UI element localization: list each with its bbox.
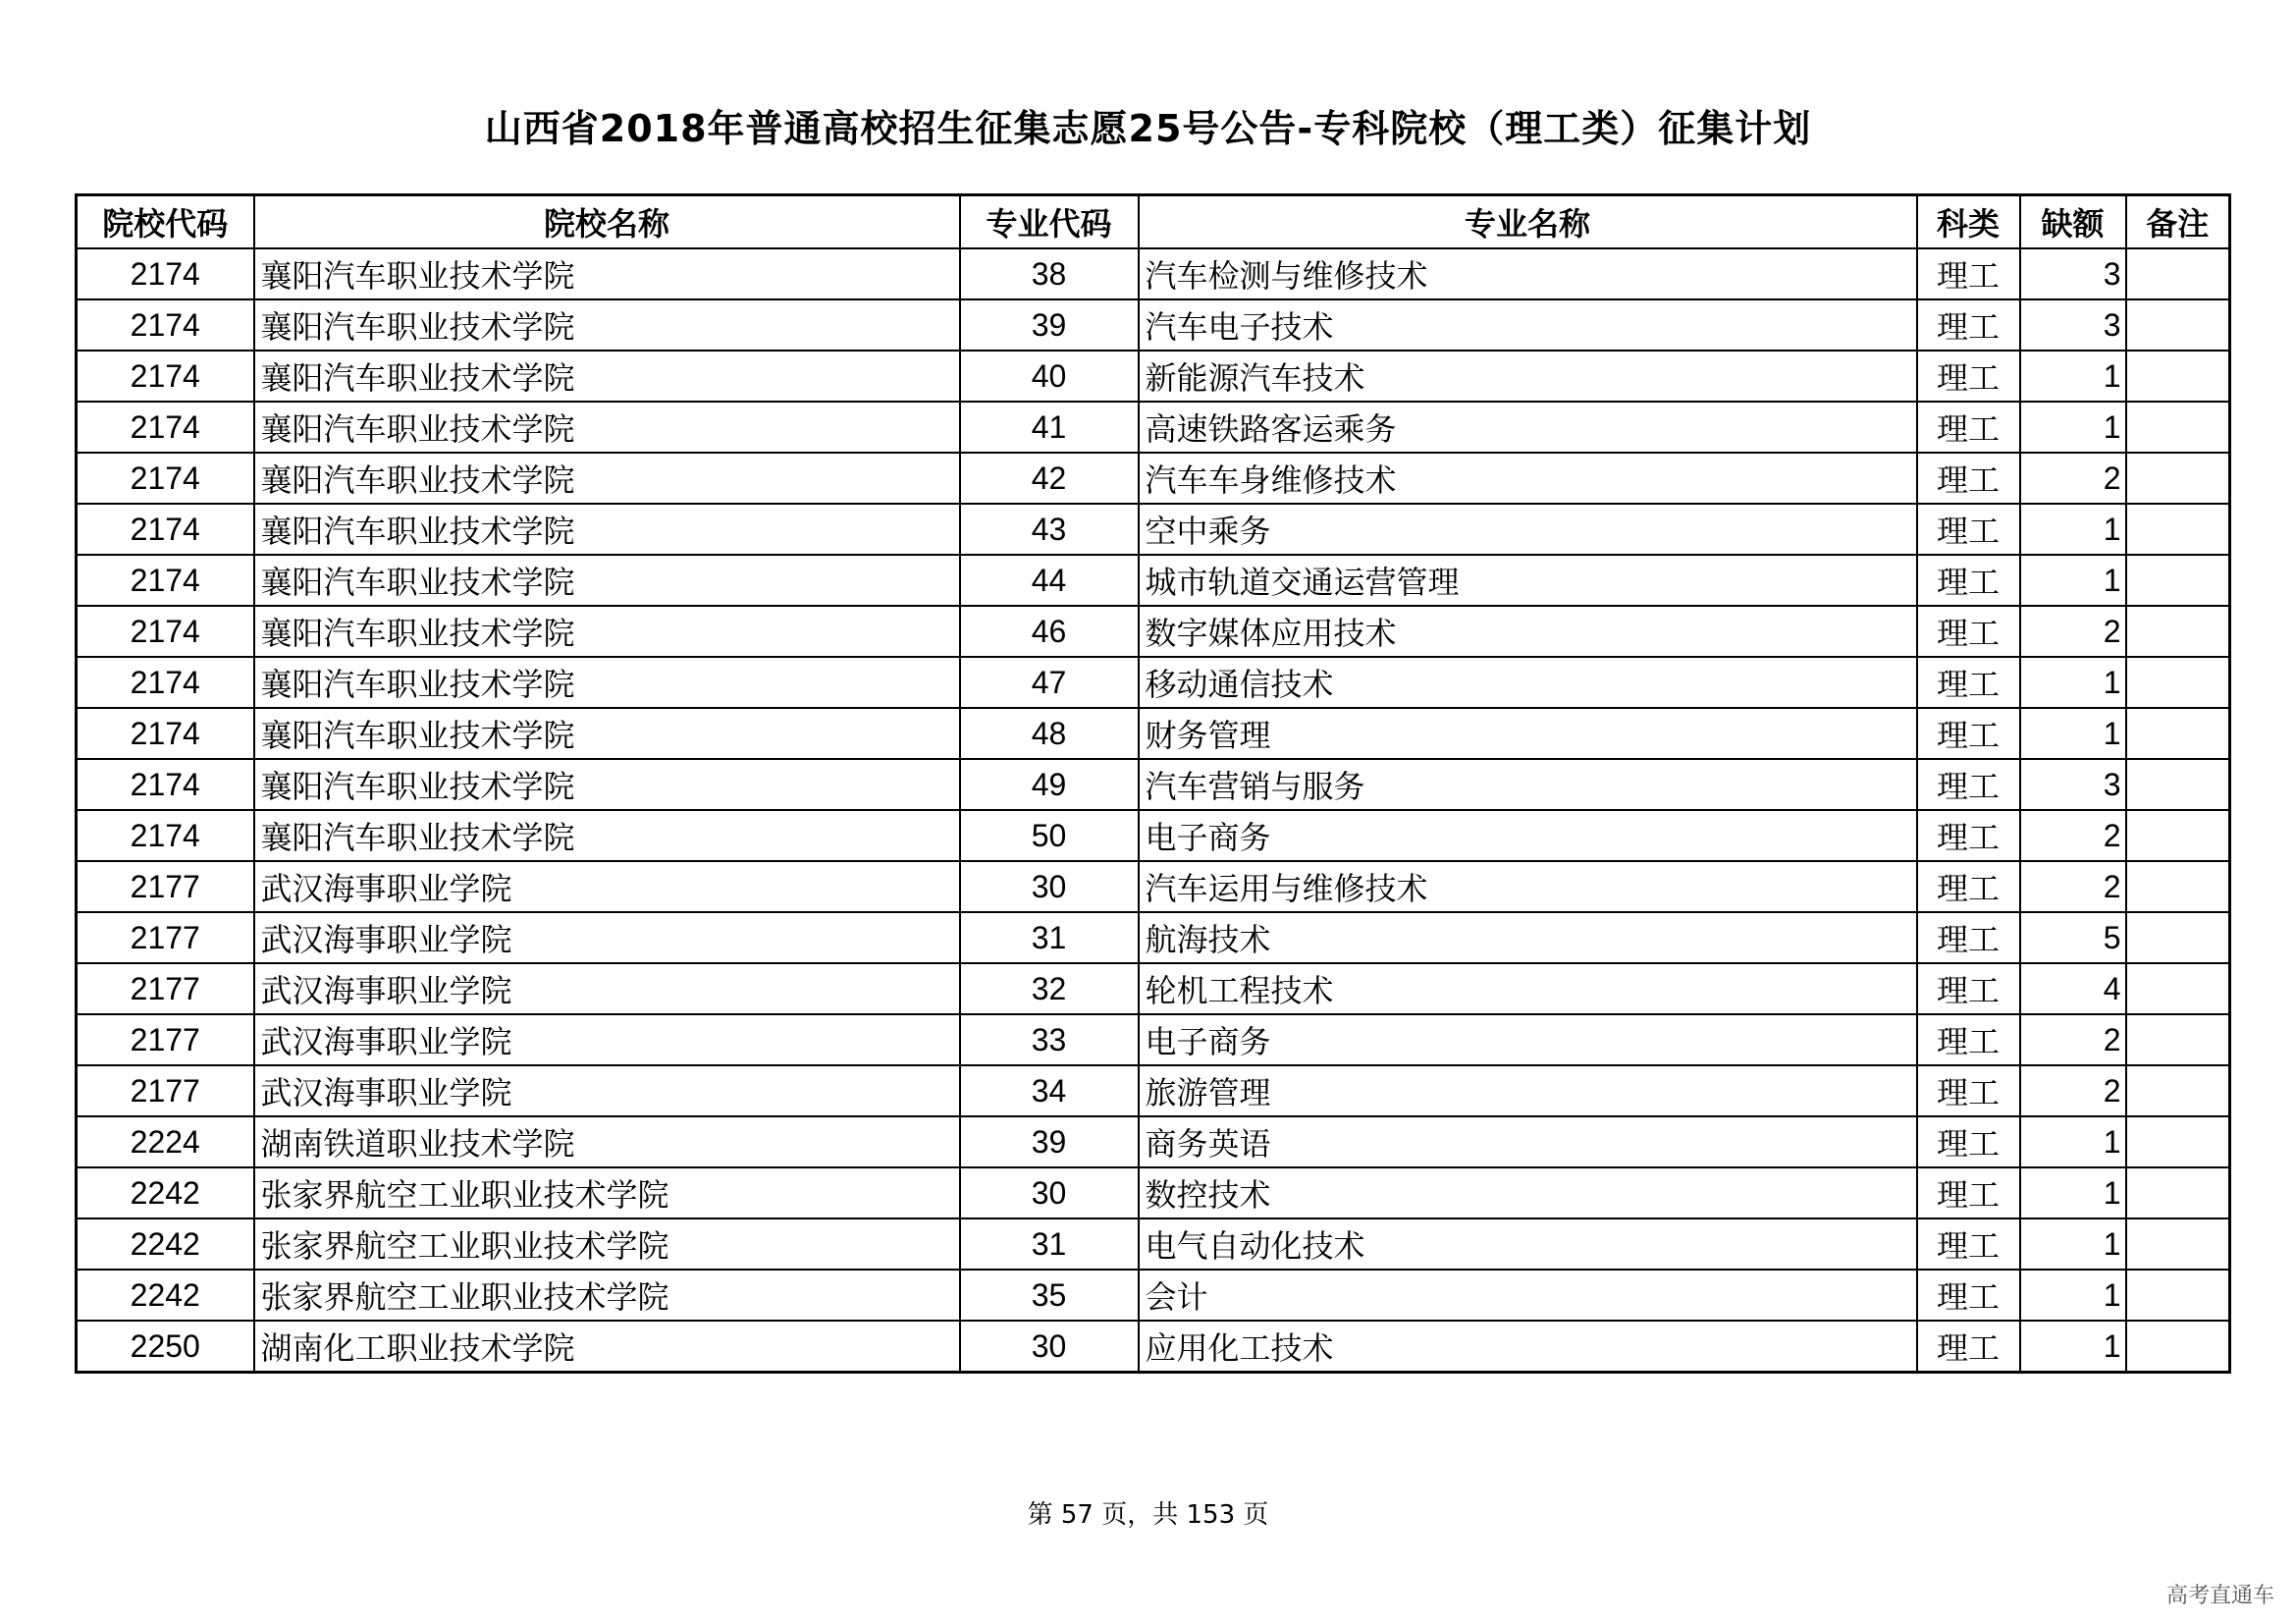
major-name-cell: 电子商务	[1139, 1014, 1917, 1065]
table-row	[77, 351, 2230, 402]
category-cell: 理工	[1917, 555, 2020, 606]
major-code-cell: 30	[960, 861, 1139, 912]
page-footer: 第 57 页，共 153 页	[1027, 1500, 1269, 1530]
major-name-cell: 数字媒体应用技术	[1139, 606, 1917, 657]
school-name-cell: 襄阳汽车职业技术学院	[254, 402, 960, 453]
major-code-cell: 44	[960, 555, 1139, 606]
school-code-cell: 2174	[77, 504, 254, 555]
major-code-cell: 30	[960, 1167, 1139, 1218]
school-name-cell: 武汉海事职业学院	[254, 1065, 960, 1116]
major-code-cell: 48	[960, 708, 1139, 759]
header-major-code: 专业代码	[960, 195, 1139, 249]
category-cell: 理工	[1917, 1014, 2020, 1065]
school-code-cell: 2174	[77, 759, 254, 810]
major-name-cell: 汽车运用与维修技术	[1139, 861, 1917, 912]
school-code-cell: 2177	[77, 1014, 254, 1065]
quota-cell: 1	[2020, 708, 2126, 759]
header-major-name: 专业名称	[1139, 195, 1917, 249]
major-name-cell: 城市轨道交通运营管理	[1139, 555, 1917, 606]
category-cell: 理工	[1917, 1167, 2020, 1218]
school-code-cell: 2250	[77, 1321, 254, 1373]
major-name-cell: 高速铁路客运乘务	[1139, 402, 1917, 453]
major-name-cell: 电子商务	[1139, 810, 1917, 861]
header-note: 备注	[2126, 195, 2230, 249]
school-code-cell: 2174	[77, 351, 254, 402]
school-code-cell: 2177	[77, 861, 254, 912]
note-cell	[2126, 1321, 2230, 1373]
school-name-cell: 张家界航空工业职业技术学院	[254, 1270, 960, 1321]
quota-cell: 2	[2020, 1065, 2126, 1116]
note-cell	[2126, 1116, 2230, 1167]
table-row	[77, 963, 2230, 1014]
note-cell	[2126, 248, 2230, 299]
category-cell: 理工	[1917, 1270, 2020, 1321]
major-name-cell: 汽车营销与服务	[1139, 759, 1917, 810]
school-code-cell: 2174	[77, 299, 254, 351]
school-name-cell: 襄阳汽车职业技术学院	[254, 351, 960, 402]
school-code-cell: 2224	[77, 1116, 254, 1167]
major-code-cell: 50	[960, 810, 1139, 861]
school-code-cell: 2174	[77, 248, 254, 299]
major-name-cell: 财务管理	[1139, 708, 1917, 759]
major-code-cell: 31	[960, 912, 1139, 963]
major-code-cell: 30	[960, 1321, 1139, 1373]
major-name-cell: 轮机工程技术	[1139, 963, 1917, 1014]
header-category: 科类	[1917, 195, 2020, 249]
school-code-cell: 2177	[77, 1065, 254, 1116]
note-cell	[2126, 657, 2230, 708]
note-cell	[2126, 504, 2230, 555]
school-code-cell: 2177	[77, 963, 254, 1014]
major-code-cell: 39	[960, 299, 1139, 351]
header-school-code: 院校代码	[77, 195, 254, 249]
school-code-cell: 2174	[77, 657, 254, 708]
enrollment-plan-table	[75, 193, 2231, 1374]
category-cell: 理工	[1917, 1065, 2020, 1116]
header-quota: 缺额	[2020, 195, 2126, 249]
category-cell: 理工	[1917, 657, 2020, 708]
category-cell: 理工	[1917, 1116, 2020, 1167]
major-code-cell: 34	[960, 1065, 1139, 1116]
table-row	[77, 453, 2230, 504]
table-row	[77, 1321, 2230, 1373]
quota-cell: 1	[2020, 1167, 2126, 1218]
school-name-cell: 武汉海事职业学院	[254, 963, 960, 1014]
quota-cell: 2	[2020, 1014, 2126, 1065]
school-name-cell: 武汉海事职业学院	[254, 912, 960, 963]
major-code-cell: 43	[960, 504, 1139, 555]
table-row	[77, 1116, 2230, 1167]
quota-cell: 1	[2020, 1321, 2126, 1373]
school-code-cell: 2174	[77, 708, 254, 759]
school-name-cell: 襄阳汽车职业技术学院	[254, 555, 960, 606]
quota-cell: 3	[2020, 248, 2126, 299]
quota-cell: 3	[2020, 759, 2126, 810]
category-cell: 理工	[1917, 299, 2020, 351]
note-cell	[2126, 299, 2230, 351]
major-code-cell: 49	[960, 759, 1139, 810]
school-code-cell: 2174	[77, 606, 254, 657]
note-cell	[2126, 963, 2230, 1014]
quota-cell: 1	[2020, 504, 2126, 555]
major-name-cell: 数控技术	[1139, 1167, 1917, 1218]
school-name-cell: 襄阳汽车职业技术学院	[254, 606, 960, 657]
school-name-cell: 襄阳汽车职业技术学院	[254, 657, 960, 708]
note-cell	[2126, 606, 2230, 657]
major-name-cell: 新能源汽车技术	[1139, 351, 1917, 402]
category-cell: 理工	[1917, 606, 2020, 657]
major-name-cell: 应用化工技术	[1139, 1321, 1917, 1373]
table-row	[77, 1167, 2230, 1218]
note-cell	[2126, 810, 2230, 861]
note-cell	[2126, 555, 2230, 606]
major-code-cell: 46	[960, 606, 1139, 657]
table-row	[77, 402, 2230, 453]
note-cell	[2126, 351, 2230, 402]
table-row	[77, 1014, 2230, 1065]
note-cell	[2126, 759, 2230, 810]
quota-cell: 1	[2020, 351, 2126, 402]
quota-cell: 2	[2020, 861, 2126, 912]
table-row	[77, 810, 2230, 861]
school-code-cell: 2242	[77, 1218, 254, 1270]
category-cell: 理工	[1917, 402, 2020, 453]
school-name-cell: 襄阳汽车职业技术学院	[254, 810, 960, 861]
school-name-cell: 襄阳汽车职业技术学院	[254, 759, 960, 810]
category-cell: 理工	[1917, 453, 2020, 504]
major-name-cell: 汽车检测与维修技术	[1139, 248, 1917, 299]
category-cell: 理工	[1917, 810, 2020, 861]
quota-cell: 3	[2020, 299, 2126, 351]
category-cell: 理工	[1917, 504, 2020, 555]
quota-cell: 1	[2020, 402, 2126, 453]
school-name-cell: 湖南铁道职业技术学院	[254, 1116, 960, 1167]
table-body	[77, 248, 2230, 1373]
major-name-cell: 移动通信技术	[1139, 657, 1917, 708]
note-cell	[2126, 912, 2230, 963]
school-name-cell: 襄阳汽车职业技术学院	[254, 708, 960, 759]
note-cell	[2126, 402, 2230, 453]
school-code-cell: 2174	[77, 810, 254, 861]
major-name-cell: 汽车车身维修技术	[1139, 453, 1917, 504]
table-row	[77, 504, 2230, 555]
note-cell	[2126, 453, 2230, 504]
major-code-cell: 41	[960, 402, 1139, 453]
category-cell: 理工	[1917, 1321, 2020, 1373]
major-code-cell: 32	[960, 963, 1139, 1014]
table-row	[77, 1270, 2230, 1321]
quota-cell: 4	[2020, 963, 2126, 1014]
table-row	[77, 606, 2230, 657]
table-row	[77, 861, 2230, 912]
school-name-cell: 武汉海事职业学院	[254, 1014, 960, 1065]
watermark-text: 高考直通车	[2165, 1584, 2274, 1608]
major-code-cell: 39	[960, 1116, 1139, 1167]
header-school-name: 院校名称	[254, 195, 960, 249]
table-row	[77, 1065, 2230, 1116]
category-cell: 理工	[1917, 912, 2020, 963]
table-row	[77, 759, 2230, 810]
note-cell	[2126, 861, 2230, 912]
quota-cell: 1	[2020, 555, 2126, 606]
note-cell	[2126, 1270, 2230, 1321]
major-code-cell: 38	[960, 248, 1139, 299]
quota-cell: 1	[2020, 1116, 2126, 1167]
major-code-cell: 33	[960, 1014, 1139, 1065]
school-code-cell: 2242	[77, 1167, 254, 1218]
major-name-cell: 航海技术	[1139, 912, 1917, 963]
note-cell	[2126, 1218, 2230, 1270]
major-name-cell: 电气自动化技术	[1139, 1218, 1917, 1270]
table-row	[77, 299, 2230, 351]
major-code-cell: 35	[960, 1270, 1139, 1321]
table-row	[77, 555, 2230, 606]
major-code-cell: 40	[960, 351, 1139, 402]
table-header-row	[77, 195, 2230, 249]
quota-cell: 1	[2020, 657, 2126, 708]
quota-cell: 2	[2020, 606, 2126, 657]
school-name-cell: 张家界航空工业职业技术学院	[254, 1218, 960, 1270]
category-cell: 理工	[1917, 351, 2020, 402]
school-code-cell: 2177	[77, 912, 254, 963]
major-name-cell: 商务英语	[1139, 1116, 1917, 1167]
page-title: 山西省2018年普通高校招生征集志愿25号公告-专科院校（理工类）征集计划	[484, 107, 1812, 150]
major-name-cell: 旅游管理	[1139, 1065, 1917, 1116]
school-name-cell: 襄阳汽车职业技术学院	[254, 248, 960, 299]
category-cell: 理工	[1917, 963, 2020, 1014]
major-code-cell: 42	[960, 453, 1139, 504]
school-name-cell: 武汉海事职业学院	[254, 861, 960, 912]
major-name-cell: 空中乘务	[1139, 504, 1917, 555]
quota-cell: 5	[2020, 912, 2126, 963]
major-name-cell: 会计	[1139, 1270, 1917, 1321]
category-cell: 理工	[1917, 708, 2020, 759]
quota-cell: 1	[2020, 1218, 2126, 1270]
table-row	[77, 1218, 2230, 1270]
quota-cell: 2	[2020, 810, 2126, 861]
major-code-cell: 31	[960, 1218, 1139, 1270]
note-cell	[2126, 708, 2230, 759]
school-name-cell: 张家界航空工业职业技术学院	[254, 1167, 960, 1218]
category-cell: 理工	[1917, 248, 2020, 299]
note-cell	[2126, 1065, 2230, 1116]
school-code-cell: 2242	[77, 1270, 254, 1321]
category-cell: 理工	[1917, 1218, 2020, 1270]
school-name-cell: 襄阳汽车职业技术学院	[254, 504, 960, 555]
table-row	[77, 708, 2230, 759]
category-cell: 理工	[1917, 759, 2020, 810]
school-code-cell: 2174	[77, 555, 254, 606]
quota-cell: 1	[2020, 1270, 2126, 1321]
school-name-cell: 襄阳汽车职业技术学院	[254, 299, 960, 351]
school-code-cell: 2174	[77, 402, 254, 453]
note-cell	[2126, 1167, 2230, 1218]
major-name-cell: 汽车电子技术	[1139, 299, 1917, 351]
table-row	[77, 912, 2230, 963]
major-code-cell: 47	[960, 657, 1139, 708]
quota-cell: 2	[2020, 453, 2126, 504]
table-row	[77, 657, 2230, 708]
category-cell: 理工	[1917, 861, 2020, 912]
school-code-cell: 2174	[77, 453, 254, 504]
school-name-cell: 襄阳汽车职业技术学院	[254, 453, 960, 504]
table-row	[77, 248, 2230, 299]
note-cell	[2126, 1014, 2230, 1065]
school-name-cell: 湖南化工职业技术学院	[254, 1321, 960, 1373]
